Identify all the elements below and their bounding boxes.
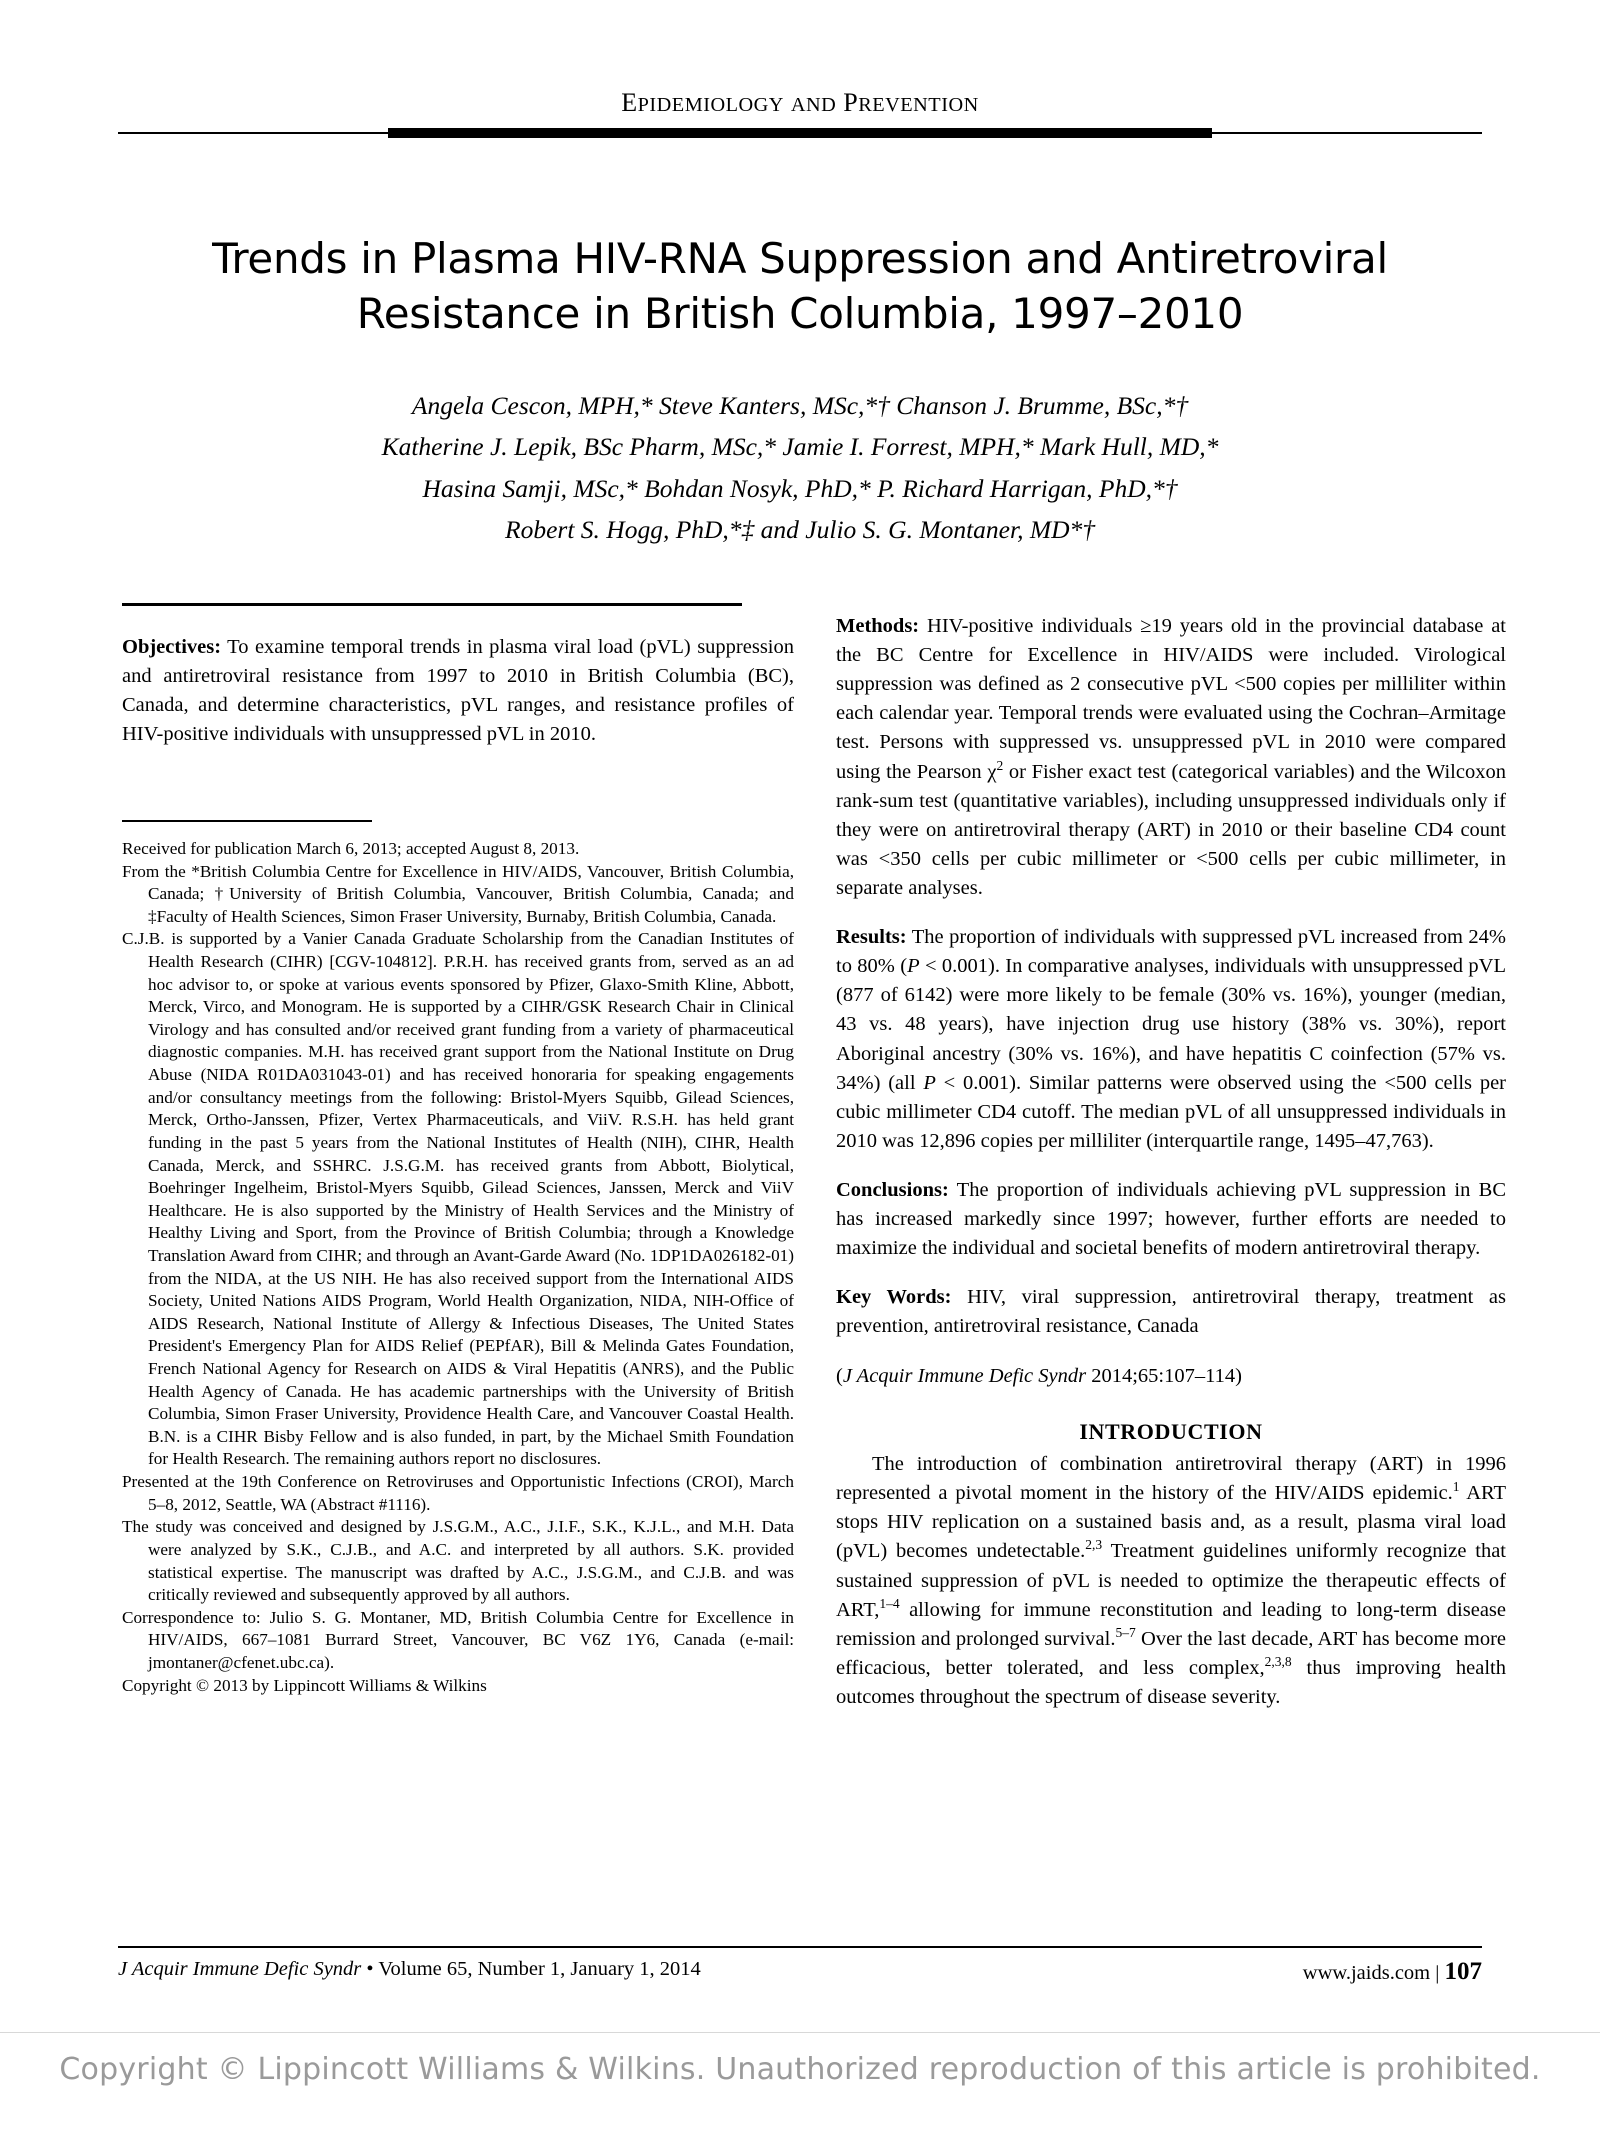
abstract-objectives-text: To examine temporal trends in plasma viral load (pVL) suppression and antiretroviral resistance from 1997 to 2010 in British Columbia (BC), Canada, and determine characteristics, pVL ranges, and resistance profiles of HIV-positive individuals with unsuppressed pVL in 2010.	[122, 635, 794, 745]
footer-right	[1303, 1958, 1482, 1986]
abstract-objectives-label: Objectives:	[122, 635, 222, 658]
footnote-contributions: The study was conceived and designed by J.S.G.M., A.C., J.I.F., S.K., K.J.L., and M.H. Data were analyzed by S.K., C.J.B., and A.C. and interpreted by all authors. S.K. provided statistical expertise. The manuscript was drafted by A.C., J.S.G.M., and C.J.B. and was critically reviewed and subsequently approved by all authors.	[122, 1517, 794, 1605]
author-list	[150, 385, 1450, 550]
abstract-conclusions	[836, 1176, 1506, 1263]
footer-rule	[118, 1946, 1482, 1948]
abstract-rule	[122, 603, 742, 606]
abstract-results	[836, 923, 1506, 1156]
abstract-keywords-text: HIV, viral suppression, antiretroviral therapy, treatment as prevention, antiretroviral resistance, Canada	[836, 1286, 1506, 1338]
footer-issue: • Volume 65, Number 1, January 1, 2014	[361, 1958, 701, 1980]
abstract-keywords-label: Key Words:	[836, 1286, 952, 1309]
footer-website[interactable]: www.jaids.com	[1302, 1962, 1431, 1984]
introduction-heading: INTRODUCTION	[1079, 1418, 1263, 1444]
abstract-objectives	[122, 633, 794, 749]
abstract-conclusions-text: The proportion of individuals achieving pVL suppression in BC has increased markedly since 1997; however, further efforts are needed to maximize the individual and societal benefits of modern antiretroviral therapy.	[836, 1178, 1506, 1260]
right-column	[836, 612, 1506, 1712]
left-column	[122, 612, 794, 749]
footnote-received: Received for publication March 6, 2013; accepted August 8, 2013.	[122, 839, 580, 858]
footnotes-block	[122, 838, 794, 1697]
page-title: Trends in Plasma HIV-RNA Suppression and Antiretroviral Resistance in British Columbia, 1997–2010	[212, 234, 1388, 338]
author-line: Hasina Samji, MSc,* Bohdan Nosyk, PhD,* P. Richard Harrigan, PhD,*†	[422, 473, 1178, 503]
footer-journal-name: J Acquir Immune Defic Syndr	[118, 1958, 362, 1980]
abstract-methods-text: HIV-positive individuals ≥19 years old in the provincial database at the BC Centre for Excellence in HIV/AIDS were included. Virological suppression was defined as 2 consecutive pVL <500 copies per milliliter within each calendar year. Temporal trends were evaluated using the Cochran–Armitage test. Persons with suppressed vs. unsuppressed pVL in 2010 were compared using the Pearson $\chi^2$ or Fisher exact test (categorical variables) and the Wilcoxon rank-sum test (quantitative variables), including unsuppressed individuals only if they were on antiretroviral therapy (ART) in 2010 or their baseline CD4 count was <350 cells per cubic millimeter or <500 cells per cubic millimeter, in separate analyses.	[836, 615, 1506, 899]
abstract-methods-label: Methods:	[836, 615, 920, 637]
abstract-keywords	[836, 1283, 1506, 1341]
copyright-notice: Copyright © Lippincott Williams & Wilkins. Unauthorized reproduction of this article is prohibited.	[59, 2052, 1541, 2087]
footnote-correspondence: Correspondence to: Julio S. G. Montaner, MD, British Columbia Centre for Excellence in HIV/AIDS, 667–1081 Burrard Street, Vancouver, BC V6Z 1Y6, Canada (e-mail: jmontaner@cfenet.ubc.ca).	[122, 1607, 794, 1672]
footnote-presented: Presented at the 19th Conference on Retroviruses and Opportunistic Infections (CROI), March 5–8, 2012, Seattle, WA (Abstract #1116).	[122, 1472, 794, 1514]
abstract-results-label: Results:	[836, 926, 907, 949]
article-citation: (J Acquir Immune Defic Syndr 2014;65:107–114)	[836, 1364, 1242, 1387]
footnote-rule	[122, 820, 372, 822]
header-rule-thick	[388, 128, 1212, 138]
running-head	[0, 88, 1600, 118]
abstract-results-text: The proportion of individuals with suppressed pVL increased from 24% to 80% (P < 0.001). In comparative analyses, individuals with unsuppressed pVL (877 of 6142) were more likely to be female (30% vs. 16%), younger (median, 43 vs. 48 years), have injection drug use history (38% vs. 30%), report Aboriginal ancestry (30% vs. 16%), and have hepatitis C coinfection (57% vs. 34%) (all P < 0.001). Similar patterns were observed using the <500 cells per cubic millimeter CD4 cutoff. The median pVL of all unsuppressed individuals in 2010 was 12,896 copies per milliliter (interquartile range, 1495–47,763).	[836, 926, 1506, 1152]
running-head-text: EPIDEMIOLOGY AND PREVENTION	[621, 88, 979, 117]
author-line: Angela Cescon, MPH,* Steve Kanters, MSc,*† Chanson J. Brumme, BSc,*†	[411, 391, 1189, 420]
footnote-funding: C.J.B. is supported by a Vanier Canada Graduate Scholarship from the Canadian Institutes of Health Research (CIHR) [CGV-104812]. P.R.H. has received grants from, served as an ad hoc advisor to, or spoke at various events sponsored by Pfizer, Glaxo-Smith Kline, Abbott, Merck, Virco, and Monogram. He is supported by a CIHR/GSK Research Chair in Clinical Virology and has consulted and/or received grant funding from a variety of pharmaceutical diagnostic companies. M.H. has received grant support from the National Institute on Drug Abuse (NIDA R01DA031043-01) and has received honoraria for speaking engagements and/or consultancy meetings from the following: Bristol-Myers Squibb, Gilead Sciences, Merck, Ortho-Janssen, Pfizer, Vertex Pharmaceuticals, and ViiV. R.S.H. has held grant funding in the past 5 years from the National Institutes of Health (NIH), CIHR, Health Canada, Merck, and SSHRC. J.S.G.M. has received grants from Abbott, Biolytical, Boehringer Ingelheim, Bristol-Myers Squibb, Gilead Sciences, Janssen, Merck and ViiV Healthcare. He is also supported by the Ministry of Health Services and the Ministry of Healthy Living and Sport, from the Province of British Columbia; through a Knowledge Translation Award from CIHR; and through an Avant-Garde Award (No. 1DP1DA026182-01) from the NIDA, at the US NIH. He has also received support from the International AIDS Society, United Nations AIDS Program, World Health Organization, NIDA, NIH-Office of AIDS Research, National Institute of Allergy & Infectious Diseases, The United States President's Emergency Plan for AIDS Relief (PEPfAR), Bill & Melinda Gates Foundation, French National Agency for Research on AIDS & Viral Hepatitis (ANRS), and the Public Health Agency of Canada. He has academic partnerships with the University of British Columbia, Simon Fraser University, Providence Health Care, and Vancouver Coastal Health. B.N. is a CIHR Bisby Fellow and is also funded, in part, by the Michael Smith Foundation for Health Research. The remaining authors report no disclosures.	[122, 929, 794, 1469]
author-line: Katherine J. Lepik, BSc Pharm, MSc,* Jamie I. Forrest, MPH,* Mark Hull, MD,*	[381, 432, 1219, 462]
abstract-conclusions-label: Conclusions:	[836, 1178, 949, 1201]
introduction-paragraph: The introduction of combination antiretroviral therapy (ART) in 1996 represented a pivotal moment in the history of the HIV/AIDS epidemic.$^1$ ART stops HIV replication on a sustained basis and, as a result, plasma viral load (pVL) becomes undetectable.$^{2,3}$ Treatment guidelines uniformly recognize that sustained suppression of pVL is needed to optimize the therapeutic effects of ART,$^{1-4}$ allowing for immune reconstitution and leading to long-term disease remission and prolonged survival.$^{5-7}$ Over the last decade, ART has become more efficacious, better tolerated, and less complex,$^{2,3,8}$ thus improving health outcomes throughout the spectrum of disease severity.	[836, 1453, 1506, 1708]
header-rule	[118, 128, 1482, 138]
author-line: Robert S. Hogg, PhD,*‡ and Julio S. G. Montaner, MD*†	[505, 514, 1095, 544]
footer-separator: |	[1435, 1962, 1440, 1984]
abstract-methods	[836, 612, 1506, 903]
footnote-copyright: Copyright © 2013 by Lippincott Williams & Wilkins	[122, 1675, 487, 1695]
footnote-affiliations: From the *British Columbia Centre for Excellence in HIV/AIDS, Vancouver, British Columbia, Canada; †University of British Columbia, Vancouver, British Columbia, Canada; and ‡Faculty of Health Sciences, Simon Fraser University, Burnaby, British Columbia, Canada.	[122, 861, 794, 926]
footer-journal	[118, 1958, 701, 1981]
footer-page-number: 107	[1444, 1958, 1482, 1985]
